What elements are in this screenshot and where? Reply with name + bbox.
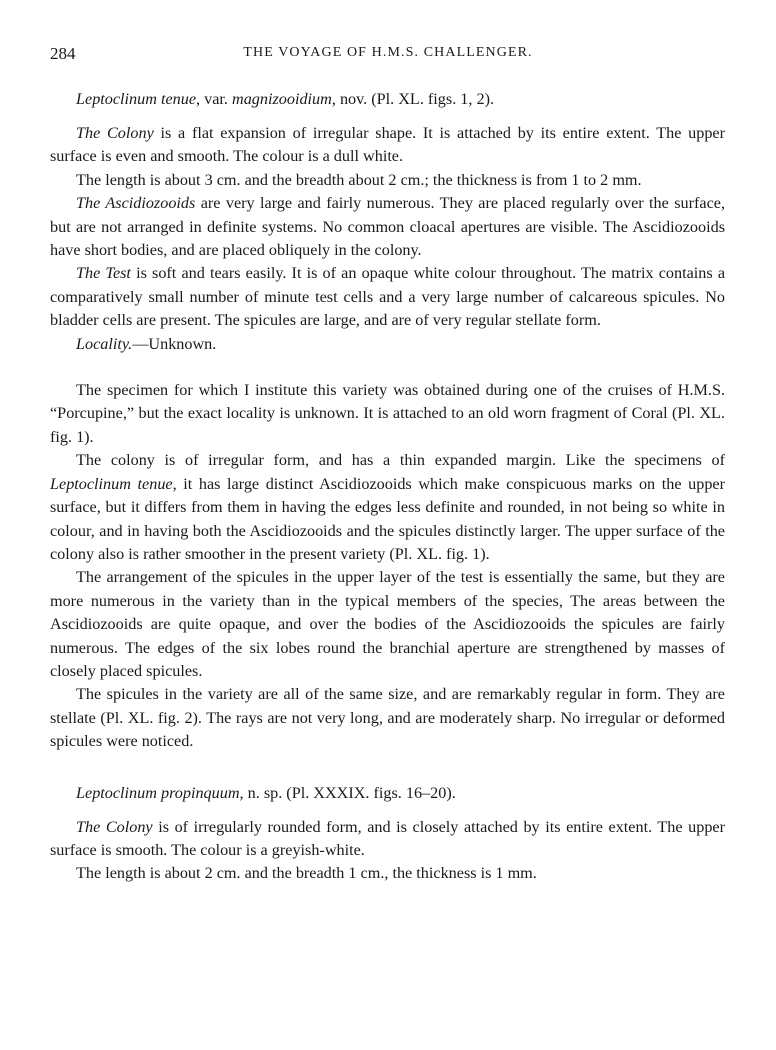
ascidiozooids-text: are very large and fairly numerous. They are placed regularly over the surface, but are not arranged in definite systems. No common cloacal apertures are visible. The Ascidiozooids have short bodies, and are placed obliquely in the colony. [50, 194, 725, 260]
locality-line [50, 333, 725, 356]
ascidiozooids-description [50, 192, 725, 262]
colony-description-propinquum [50, 816, 725, 863]
species-name: Leptoclinum propinquum [76, 783, 240, 802]
discussion-paragraph-4: The spicules in the variety are all of the same size, and are remarkably regular in form. They are stellate (Pl. XL. fig. 2). The rays are not very long, and are moderately sharp. No irregular or deformed spicules were noticed. [50, 685, 725, 751]
colony-text: is a flat expansion of irregular shape. It is attached by its entire extent. The upper surface is even and smooth. The colour is a dull white. [50, 124, 725, 166]
discussion-paragraph-3: The arrangement of the spicules in the upper layer of the test is essentially the same, but they are more numerous in the variety than in the typical members of the species, The areas between the Ascidiozooids are quite opaque, and over the bodies of the Ascidiozooids the spicules are fairly numerous. The edges of the six lobes round the branchial aperture are strengthened by masses of closely placed spicules. [50, 568, 725, 680]
page-header [50, 44, 726, 64]
discussion-paragraph-2 [50, 449, 725, 566]
page-number: 284 [50, 44, 76, 63]
species-heading-tenue-magnizooidium [76, 88, 725, 111]
variety-name: magnizooidium [232, 90, 332, 108]
discussion-text: The colony is of irregular form, and has a thin expanded margin. Like the specimens of [76, 451, 725, 470]
test-description [50, 262, 725, 332]
discussion-paragraph-1: The specimen for which I institute this variety was obtained during one of the cruises of H.M.S. “Porcupine,” but the exact locality is unknown. It is attached to an old worn fragment of Coral (Pl. XL. fig. 1). [50, 381, 725, 446]
species-name: Leptoclinum tenue [76, 90, 197, 108]
test-text: is soft and tears easily. It is of an opaque white colour throughout. The matrix contains a comparatively small number of minute test cells and a very large number of calcareous spicules. No bladder cells are present. The spicules are large, and are of very regular stellate form. [50, 264, 726, 330]
section-gap [50, 754, 725, 782]
ascidiozooids-label: The Ascidiozooids [76, 194, 196, 213]
size-description-propinquum: The length is about 2 cm. and the breadth 1 cm., the thickness is 1 mm. [76, 864, 537, 883]
colony-label: The Colony [76, 124, 154, 142]
locality-text: —Unknown. [132, 334, 217, 353]
colony-label: The Colony [76, 817, 153, 836]
test-label: The Test [76, 264, 131, 283]
section-gap [50, 356, 725, 379]
discussion-text: , it has large distinct Ascidiozooids which make conspicuous marks on the upper surface, but it differs from them in having the edges less definite and rounded, in not being so white in colour, and in having both the Ascidiozooids and the spicules distinctly larger. The upper surface of the colony also is rather smoother in the present variety (Pl. XL. fig. 1). [50, 474, 725, 563]
heading-reference: , nov. (Pl. XL. figs. 1, 2). [331, 90, 495, 108]
species-heading-propinquum [76, 782, 725, 805]
page-body [50, 88, 725, 886]
locality-label: Locality. [76, 334, 133, 353]
heading-reference: , n. sp. (Pl. XXXIX. figs. 16–20). [239, 783, 456, 802]
heading-separator: , var. [196, 90, 232, 108]
species-name-inline: Leptoclinum tenue [50, 474, 173, 493]
colony-text: is of irregularly rounded form, and is closely attached by its entire extent. The upper surface is smooth. The colour is a greyish-white. [50, 817, 725, 859]
size-description: The length is about 3 cm. and the breadth about 2 cm.; the thickness is from 1 to 2 mm. [76, 170, 642, 189]
running-title: THE VOYAGE OF H.M.S. CHALLENGER. [243, 45, 533, 60]
colony-description [50, 122, 725, 169]
